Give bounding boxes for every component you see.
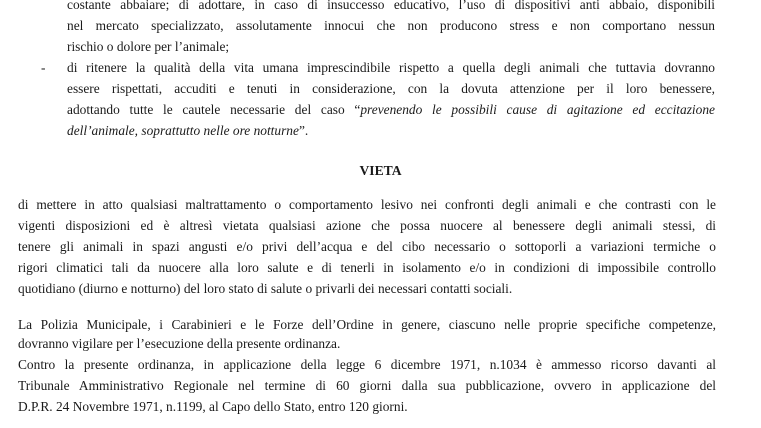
appeal-line-1: Contro la presente ordinanza, in applicazione della legge 6 dicembre 1971, n.1034 è ammesso ricorso davanti al (18, 357, 716, 372)
appeal-line-3: D.P.R. 24 Novembre 1971, n.1199, al Capo dello Stato, entro 120 giorni. (18, 399, 408, 414)
vieta-line-4: rigori climatici tali da nuocere alla loro salute e di tenerli in isolamento e/o in condizioni di impossibile controllo (18, 260, 716, 275)
bullet-2-line-4 (67, 124, 308, 137)
bullet-1-line-1: costante abbaiare; di adottare, in caso di insuccesso educativo, l’uso di dispositivi anti abbaio, disponibili (67, 0, 715, 12)
appeal-line-2: Tribunale Amministrativo Regionale nel termine di 60 giorni dalla sua pubblicazione, ovvero in applicazione del (18, 378, 716, 393)
bullet-1-line-3: rischio o dolore per l’animale; (67, 39, 230, 54)
vieta-line-5: quotidiano (diurno e notturno) del loro stato di salute o privarli dei necessari contatti sociali. (18, 281, 513, 296)
section-heading-vieta: VIETA (359, 163, 402, 178)
vieta-line-1: di mettere in atto qualsiasi maltrattamento o comportamento lesivo nei confronti degli animali e che contrasti con le (18, 197, 716, 212)
bullet-2-line-3-text: adottando tutte le cautele necessarie del caso “ (67, 102, 361, 117)
police-line-2: dovranno vigilare per l’esecuzione della presente ordinanza. (18, 336, 341, 351)
bullet-2-italic-quote-end: dell’animale, soprattutto nelle ore notturne (67, 123, 299, 138)
bullet-1-line-2: nel mercato specializzato, assolutamente innocui che non producono stress e non comportano nessun (67, 18, 715, 33)
police-line-1: La Polizia Municipale, i Carabinieri e le Forze dell’Ordine in genere, ciascuno nelle proprie specifiche competenze, (18, 317, 716, 332)
bullet-2-line-1: di ritenere la qualità della vita umana imprescindibile rispetto a quella degli animali che tuttavia dovranno (67, 60, 715, 75)
bullet-marker: - (41, 60, 46, 75)
vieta-line-3: tenere gli animali in spazi angusti e/o privi dell’acqua e del cibo necessario o sottoporli a variazioni termiche o (18, 239, 716, 254)
vieta-line-2: vigenti disposizioni ed è altresì vietata qualsiasi azione che possa nuocere al benessere degli animali stessi, di (18, 218, 716, 233)
bullet-2-italic-quote: prevenendo le possibili cause di agitazione ed eccitazione (360, 102, 715, 117)
bullet-2-quote-close: ”. (298, 123, 309, 138)
bullet-2-line-2: essere rispettati, accuditi e tenuti in considerazione, con la dovuta attenzione per il loro benessere, (67, 81, 715, 96)
bullet-2-line-3 (67, 103, 715, 116)
